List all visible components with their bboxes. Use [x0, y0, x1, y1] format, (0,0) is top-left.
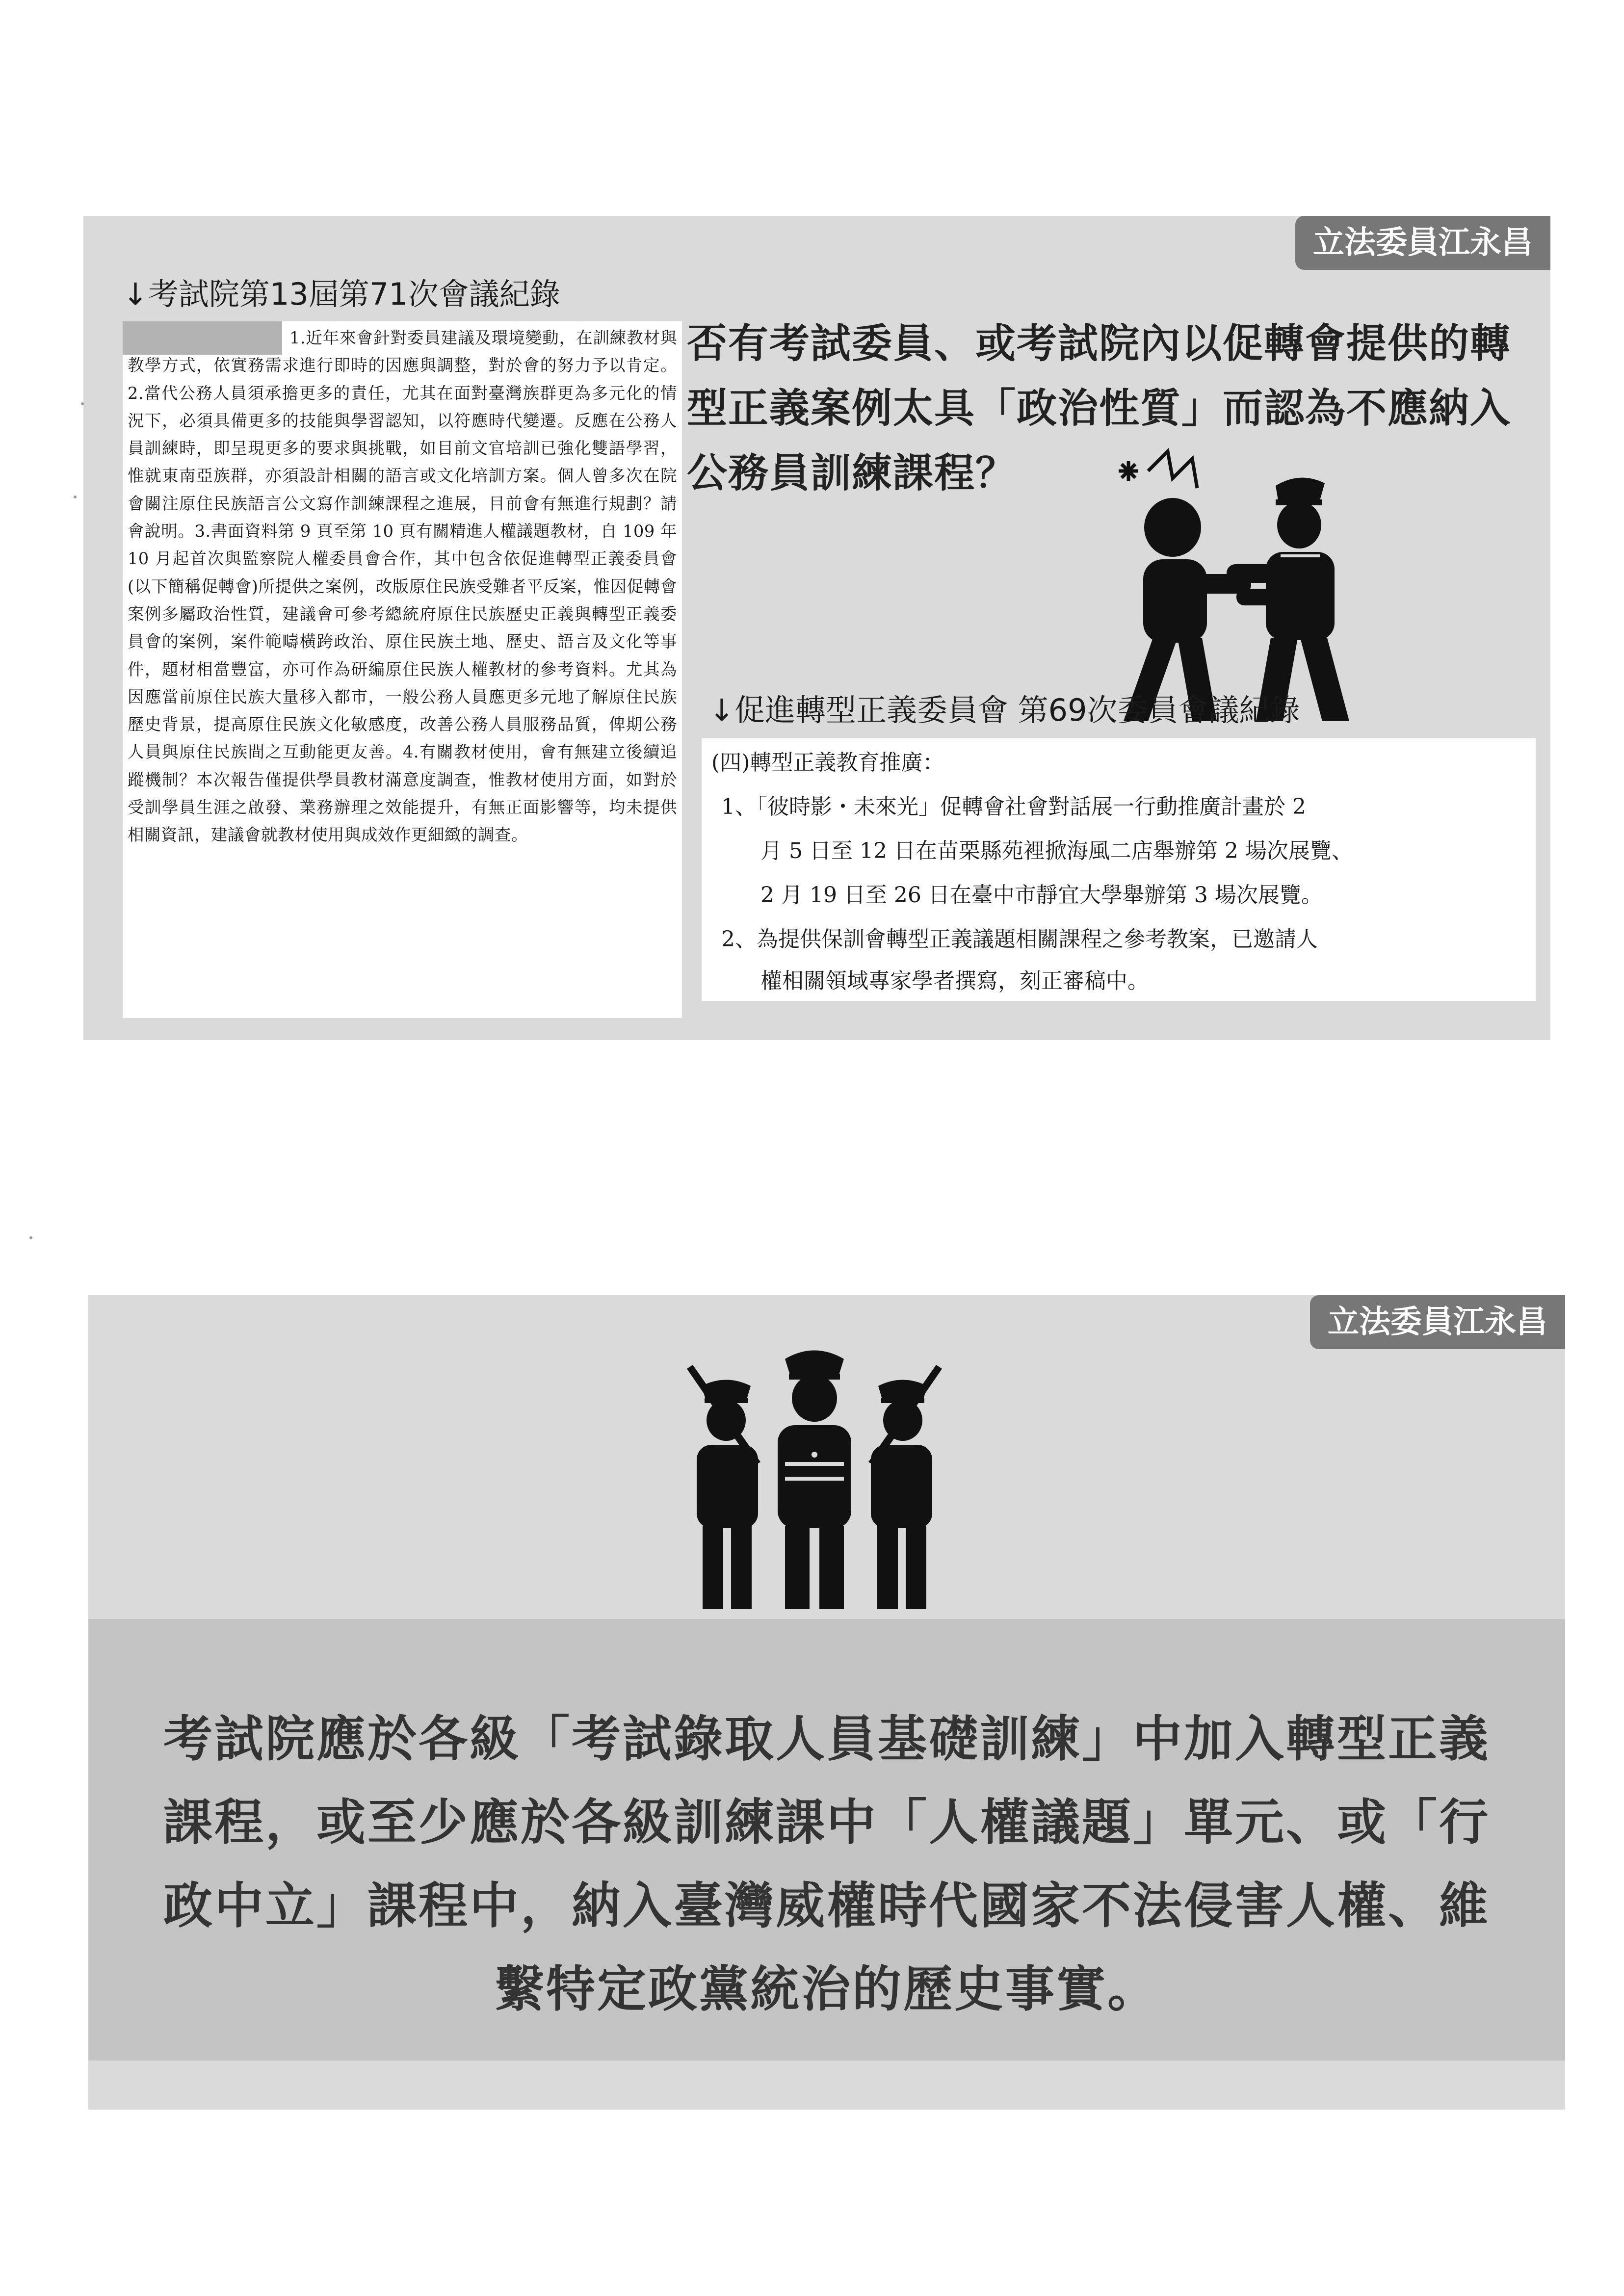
record-line: 2 月 19 日至 26 日在臺中市靜宜大學舉辦第 3 場次展覽。 [760, 883, 1323, 908]
slide-minutes-comparison [83, 216, 1550, 1040]
exam-yuan-minutes-heading: ↓考試院第13屆第71次會議紀錄 [123, 276, 560, 312]
tjc-minutes-excerpt [702, 738, 1536, 1001]
scan-speck [74, 496, 77, 498]
record-line: 2、為提供保訓會轉型正義議題相關課程之參考教案，已邀請人 [721, 927, 1318, 952]
record-line: 月 5 日至 12 日在苗栗縣苑裡掀海風二店舉辦第 2 場次展覽、 [760, 838, 1353, 863]
scan-speck [29, 1236, 32, 1239]
exam-yuan-minutes-excerpt [123, 321, 682, 1018]
recommendation-text: 考試院應於各級「考試錄取人員基礎訓練」中加入轉型正義課程，或至少應於各級訓練課中「人權議題」單元、或「行政中立」課程中，納入臺灣威權時代國家不法侵害人權、維繫特定政黨統治的歷史事實。 [163, 1710, 1490, 2018]
police-officer-icon [1227, 478, 1349, 721]
record-line: 1、「彼時影・未來光」促轉會社會對話展一行動推廣計畫於 2 [721, 794, 1306, 819]
tjc-minutes-heading: ↓促進轉型正義委員會 第69次委員會議紀錄 [709, 692, 1300, 728]
recommendation-banner [88, 1619, 1565, 2061]
minutes-body-text: 1.近年來會針對委員建議及環境變動，在訓練教材與教學方式，依實務需求進行即時的因應與調整，對於會的努力予以肯定。2.當代公務人員須承擔更多的責任，尤其在面對臺灣族群更為多元化的情況下，必須具備更多的技能與學習認知，以符應時代變遷。反應在公務人員訓練時，即呈現更多的要求與挑戰，如目前文官培訓已強化雙語學習，惟就東南亞族群，亦須設計相關的語言或文化培訓方案。個人曾多次在院會關注原住民族語言公文寫作訓練課程之進展，目前會有無進行規劃？請會說明。3.書面資料第 9 頁至第 10 頁有關精進人權議題教材，自 109 年 10 月起首次與監察院人權委員會合作，其中包含依促進轉型正義委員會(以下簡稱促轉會)所提供之案例，改版原住民族受難者平反案，惟因促轉會案例多屬政治性質，建議會可參考總統府原住民族歷史正義與轉型正義委員會的案例，案件範疇橫跨政治、原住民族土地、歷史、語言及文化等事件，題材相當豐富，亦可作為研編原住民族人權教材的參考資料。尤其為因應當前原住民族大量移入都市，一般公務人員應更多元地了解原住民族歷史背景，提高原住民族文化敏感度，改善公務人員服務品質，俾期公務人員與原住民族間之互動能更友善。4.有關教材使用，會有無建立後續追蹤機制？本次報告僅提供學員教材滿意度調查，惟教材使用方面，如對於受訓學員生涯之啟發、業務辦理之效能提升，有無正面影響等，均未提供相關資訊，建議會就教材使用與成效作更細緻的調查。 [128, 328, 677, 845]
armed-police-group-icon [667, 1339, 962, 1614]
arrest-illustration-icon [1114, 442, 1457, 726]
record-section-title: (四)轉型正義教育推廣： [711, 750, 944, 775]
record-line: 權相關領域專家學者撰寫，刻正審稿中。 [760, 968, 1149, 993]
stress-lines-icon [1119, 451, 1197, 488]
detained-person-icon [1124, 498, 1251, 721]
legislator-badge: 立法委員江永昌 [1310, 1295, 1565, 1349]
legislator-badge: 立法委員江永昌 [1295, 216, 1550, 270]
question-text: 否有考試委員、或考試院內以促轉會提供的轉型正義案例太具「政治性質」而認為不應納入公務員訓練課程？ [687, 320, 1512, 496]
scan-speck [81, 402, 84, 405]
slide-recommendation [88, 1295, 1565, 2110]
